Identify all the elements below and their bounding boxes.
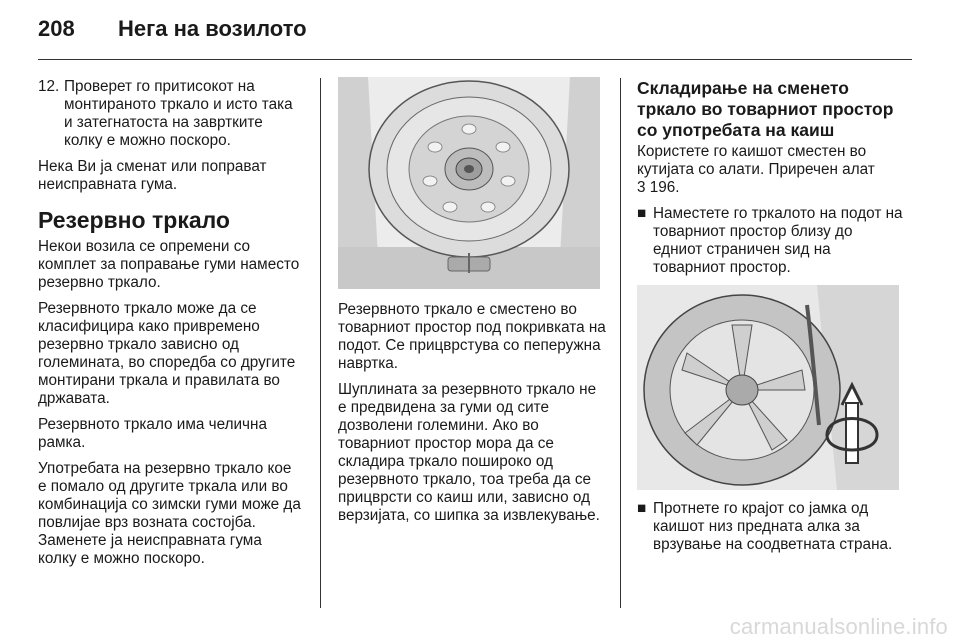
paragraph: Шуплината за резервното тркало не е предвидена за гуми од сите дозволени големини. Ако во товарниот простор мора да се складира тркало пошироко од резервното тркало, тоа треба да се прицврсти со каиш или, зависно од верзијата, со шипка за извлекување. (338, 381, 600, 524)
header-divider (38, 59, 912, 60)
step-text: Проверет го притисокот на монтираното тркало и исто така и затегнатоста на завртките колку е можно поскоро. (64, 78, 293, 149)
bullet-text: Наместете го тркалото на подот на товарниот простор близу до едниот страничен ѕид на товарниот простор. (653, 205, 903, 276)
bullet-text: Протнете го крајот со јамка од каишот низ предната алка за врзување на соодветната страна. (653, 500, 893, 553)
page-reference: 3 196. (637, 179, 680, 196)
page-number: 208 (38, 16, 75, 41)
paragraph: Резервното тркало има челична рамка. (38, 416, 267, 451)
column-3 (637, 78, 905, 562)
paragraph-intro: Нека Ви ја сменат или поправат неисправната гума. (38, 158, 267, 193)
bullet-glyph: ■ (637, 500, 647, 517)
bullet-item (637, 205, 905, 277)
section-heading-stow-wheel: Складирање на сменето тркало во товарниот простор со употребата на каиш (637, 78, 894, 140)
paragraph: Резервното тркало може да се класифицира како привремено резервно тркало зависно од големината, во споредба со другите монтирани тркала и правилата во државата. (38, 300, 296, 407)
section-heading-spare-wheel: Резервно тркало (38, 207, 230, 233)
bullet-glyph: ■ (637, 205, 647, 222)
watermark: carmanualsonline.info (729, 614, 948, 639)
bullet-item (637, 500, 905, 554)
paragraph: Некои возила се опремени со комплет за поправање гуми наместо резервно тркало. (38, 238, 300, 291)
column-1 (38, 78, 304, 576)
step-12 (38, 78, 304, 150)
paragraph: Резервното тркало е сместено во товарниот простор под покривката на подот. Се прицврстува со пеперужна навртка. (338, 301, 606, 372)
column-2 (338, 78, 608, 533)
paragraph: Употребата на резервно тркало кое е помало од другите тркала или во комбинација со зимски гуми може да повлијае врз возната состојба. Заменете ја неисправната гума колку е можно поскоро. (38, 460, 301, 567)
column-divider (620, 78, 621, 608)
column-divider (320, 78, 321, 608)
step-number: 12. (38, 78, 60, 95)
page-header (38, 16, 307, 42)
spare-wheel-drawing (338, 77, 600, 289)
paragraph: Користете го каишот сместен во кутијата со алати. Приречен алат (637, 143, 875, 178)
wheel-strap-drawing (637, 285, 899, 490)
wheel-strap-illustration (637, 285, 899, 490)
chapter-title: Нега на возилото (118, 16, 307, 41)
spare-wheel-illustration (338, 77, 600, 289)
